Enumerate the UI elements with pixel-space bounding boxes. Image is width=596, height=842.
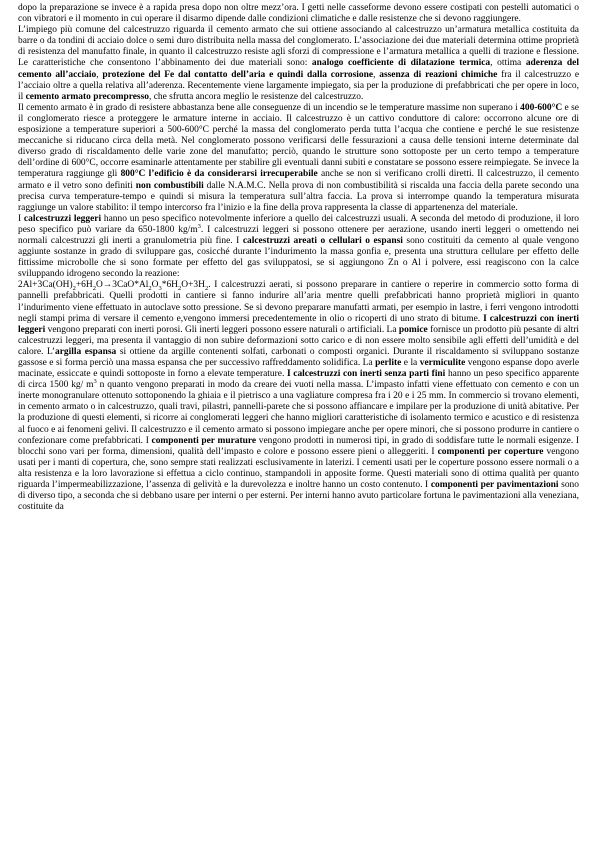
formula-index: 3 bbox=[93, 378, 97, 386]
text-run: O bbox=[151, 280, 159, 291]
bold-term: componenti per pavimentazioni bbox=[430, 480, 559, 491]
text-run: anche se non si verificano crolli diretti. Il calcestruzzo, il cemento armato e il vetro sono definiti bbox=[18, 169, 579, 191]
formula-index: 3 bbox=[158, 285, 162, 293]
text-run: +6H bbox=[75, 280, 93, 291]
paragraph-calcestruzzi-leggeri bbox=[18, 214, 579, 281]
text-run: e la bbox=[401, 358, 420, 368]
formula-index: 2 bbox=[178, 285, 182, 293]
bold-term: cemento armato precompresso bbox=[25, 91, 149, 102]
text-run: e se il conglomerato riesce a proteggere le armature interne in acciaio. Il calcestruzzo è un cattivo conduttore di calore: occorrono alcune ore di esposizione a temperature superiori a 500-600°C perché la massa del conglomerato perda tutta l’acqua che contiene e perché le sue resistenze meccaniche si riducano circa della metà. Nel conglomerato possono verificarsi delle fessurazioni a causa delle tensioni interne determinate dal diverso grado di riscaldamento delle varie zone del manufatto; perciò, quando le strutture sono sottoposte per un certo tempo a temperature dell’ordine di 600°C, occorre esaminarle attentamente per stabilire gli eventuali danni subiti e constatare se possono essere reimpiegate. Se invece la temperatura raggiunge gli bbox=[18, 102, 579, 180]
text-run: dopo la preparazione se invece è a rapida presa dopo non oltre mezz’ora. I getti nelle casseforme devono essere costipati con pestelli automatici o con vibratori e il momento in cui operare il disarmo dipende dalle condizioni climatiche e dalle resistenze che si devono raggiungere. bbox=[18, 3, 579, 25]
bold-term: aderenza del cemento all’acciaio bbox=[18, 58, 579, 80]
bold-term: perlite bbox=[375, 358, 402, 368]
paragraph-preparazione bbox=[18, 3, 579, 25]
formula-index: 2 bbox=[204, 285, 209, 293]
text-run: , bbox=[96, 69, 103, 80]
text-run: O+3H bbox=[181, 280, 205, 291]
bold-term: non combustibili bbox=[135, 180, 204, 191]
text-run: *6H bbox=[161, 280, 178, 291]
text-run: Il cemento armato è in grado di resistere abbastanza bene alle conseguenze di un incendio se le temperature massime non superano i bbox=[18, 102, 521, 113]
formula-index: 3 bbox=[197, 222, 201, 230]
text-run: n quanto vengono preparati in modo da creare dei vuoti nella massa. L’impasto infatti viene effettuato con cemento e con un inerte monogranulare ottenuto sottoponendo la ghiaia e il pietrisco a una vagliature compresa fra i 20 e i 25 mm. In commercio si trovano elementi, in cemento armato o in calcestruzzo, quali travi, pilastri, pannelli-parete che si possono affiancare e impilare per la produzione di unità abitative. Per la produzione di questi elementi, si ricorre ai conglomerati leggeri che hanno migliori caratteristiche di isolamento termico e acustico e di resistenza al fuoco e ai fenomeni gelivi. Il calcestruzzo e il cemento armato si possono impiegare anche per opere minori, che si possono produrre in cantiere o confezionare come prefabbricati. I bbox=[18, 380, 579, 446]
formula-index: 2 bbox=[92, 285, 96, 293]
text-run: sono di diverso tipo, a seconda che si debbano usare per interni o per esterni. Per interni hanno avuto particolare fortuna le pavimentazioni alla veneziana, costituite da bbox=[18, 480, 579, 513]
text-run: vengono espanse dopo averle macinate, essiccate e quindi sottoposte in forno a elevate temperature. bbox=[18, 358, 580, 380]
bold-term: protezione del Fe dal contatto dell’aria e quindi dalla corrosione bbox=[102, 69, 374, 80]
document-page bbox=[18, 3, 579, 513]
text-run: . I calcestruzzi leggeri si possono ottenere per aerazione, usando inerti leggeri o omettendo nei normali calcestruzzi gli inerti a granulometria più fine. I bbox=[18, 224, 579, 246]
bold-term: pomice bbox=[398, 324, 428, 335]
paragraph-incendio bbox=[18, 103, 579, 214]
bold-term: calcestruzzi areati o cellulari o espansi bbox=[242, 235, 403, 246]
text-run: . I calcestruzzi aerati, si possono preparare in cantiere o reperire in commercio sotto forma di pannelli prefabbricati. Quelli prodotti in cantiere si fanno indurire all’aria mentre quelli prefabbricati hanno proprietà migliori in quanto l’indurimento viene effettuato in autoclave sotto pressione. Se si devono preparare manufatti armati, per esempio in lastre, i ferri vengono introdotti negli stampi prima di versare il cemento e,vengono immersi precedentemente in olio o ricoperti di uno strato di bitume. bbox=[18, 280, 579, 324]
text-run: dalle N.A.M.C. Nella prova di non combustibilità si riscalda una faccia della parete secondo una precisa curva temperature-tempo e quindi si misura la temperatura sull’altra faccia. La prova si interrompe quando la temperatura misurata raggiunge un valore stabilito: il tempo intercorso fra l’inizio e la fine della prova rappresenta la classe di appartenenza del materiale. bbox=[18, 180, 579, 213]
bold-term: analogo coefficiente di dilatazione termica bbox=[311, 58, 491, 69]
text-run: , bbox=[373, 69, 380, 80]
text-run: fra il calcestruzzo e l’acciaio oltre a quella relativa all’aderenza. Recentemente viene largamente impiegato, sia per la produzione di prefabbricati che per opere in loco, il bbox=[18, 69, 580, 102]
text-run: fornisce un prodotto più pesante di altri calcestruzzi leggeri, ma presenta il vantaggio di non subire deformazioni sotto carico e di non essere molto sensibile agli effetti dell’umidità e del calore. L’ bbox=[18, 324, 579, 357]
bold-term: calcestruzzi leggeri bbox=[23, 213, 102, 224]
bold-term: assenza di reazioni chimiche bbox=[379, 69, 498, 80]
bold-term: componenti per coperture bbox=[437, 446, 544, 457]
text-run: sono costituiti da cemento al quale vengono aggiunte sostanze in grado di sviluppare gas, cosicché durante l’indurimento la massa gonfia e, presenta una struttura cellulare per effetto delle fittissime microbolle che si sono formate per effetto del gas sviluppatosi, se si aggiungono Zn o Al i polvere, essi reagiscono con la calce sviluppando idrogeno secondo la reazione: bbox=[18, 235, 580, 280]
formula-index: 2 bbox=[148, 285, 152, 293]
text-run: 2Al+3Ca(OH) bbox=[18, 280, 73, 291]
bold-term: 800°C l’edificio è da considerarsi irrecuperabile bbox=[120, 169, 318, 180]
bold-term: argilla espansa bbox=[55, 346, 117, 357]
text-run: I bbox=[18, 213, 24, 224]
bold-term: vermiculite bbox=[419, 358, 466, 368]
text-run: O→3CaO*Al bbox=[95, 280, 149, 291]
paragraph-cemento-armato bbox=[18, 25, 579, 103]
bold-term: 400-600°C bbox=[520, 102, 563, 113]
formula-index: 2 bbox=[72, 285, 76, 293]
bold-term: I calcestruzzi con inerti senza parti fini bbox=[286, 369, 446, 380]
text-run: vengono prodotti in numerosi tipi, in grado di soddisfare tutte le normali esigenze. I blocchi sono vari per forma, dimensioni, qualità dell’impasto e colore e possono essere pieni o alleggeriti. I bbox=[18, 435, 579, 457]
bold-term: I calcestruzzi con inerti leggeri bbox=[18, 313, 579, 335]
text-run: hanno un peso specifico notevolmente inferiore a quello dei calcestruzzi usuali. A seconda del metodo di produzione, il loro peso specifico può variare da 650-1800 kg/m bbox=[18, 213, 579, 235]
bold-term: componenti per murature bbox=[151, 435, 257, 446]
text-run: , che sfrutta ancora meglio le resistenze del calcestruzzo. bbox=[148, 91, 364, 102]
text-run: vengono usati per i manti di copertura, che, sono sempre stati realizzati esclusivamente in laterizi. I cementi usati per le coperture possono essere normali o a alta resistenza e la loro lavorazione si effettua a ciclo continuo, stampandoli in apposite forme. Questi materiali sono di ottima qualità per quanto riguarda l’impermeabilizzazione, l’assenza di gelività e la durevolezza e inoltre hanno un costo contenuto. I bbox=[18, 446, 580, 491]
paragraph-reazione-componenti bbox=[18, 280, 579, 513]
text-run: si ottiene da argille contenenti solfati, carbonati o composti organici. Durante il riscaldamento si sviluppano sostanze gassose e si forma perciò una massa espansa che per successivo raffreddamento solidifica. La bbox=[18, 346, 580, 368]
text-run: vengono preparati con inerti porosi. Gli inerti leggeri possono essere naturali o artificiali. La bbox=[45, 324, 399, 335]
text-run: hanno un peso specifico apparente di circa 1500 kg/ m bbox=[18, 369, 580, 391]
text-run: L’impiego più comune del calcestruzzo riguarda il cemento armato che sui ottiene associando al calcestruzzo un’armatura metallica costituita da barre o da tondini di acciaio dolce o semi duro distribuita nella massa del conglomerato. L’associazione dei due materiali determina ottime proprietà di resistenza del manufatto finale, in quanto il calcestruzzo resiste agli sforzi di compressione e l’armatura metallica a quelli di trazione e flessione. Le caratteristiche che consentono l’abbinamento dei due materiali sono: bbox=[18, 25, 579, 69]
text-run: , ottima bbox=[490, 58, 526, 69]
